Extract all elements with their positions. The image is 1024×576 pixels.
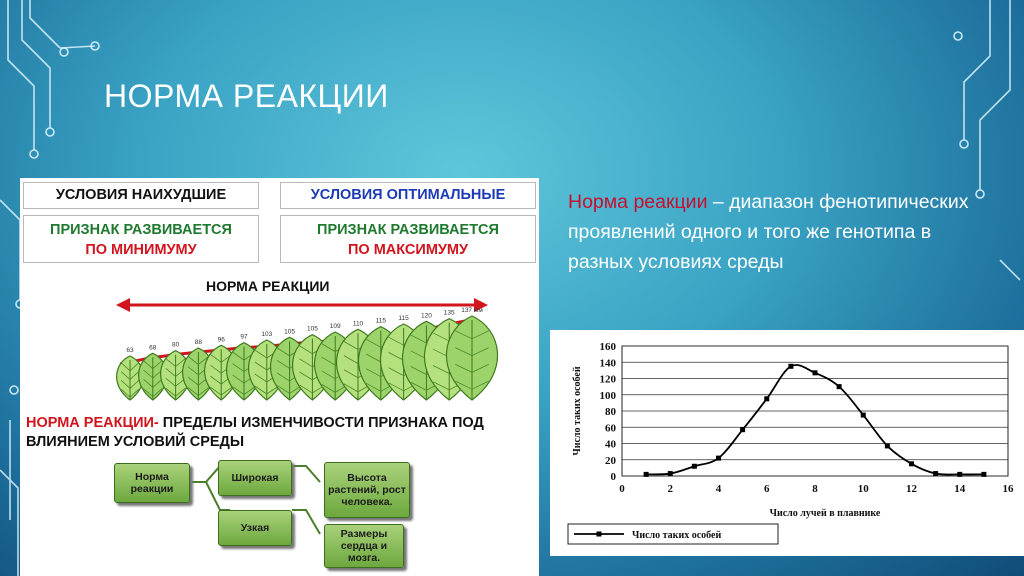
data-point xyxy=(716,456,721,461)
leaf-series xyxy=(20,296,539,406)
y-tick-label: 40 xyxy=(605,438,616,451)
data-point xyxy=(981,472,986,477)
leaf-size-label: 88 xyxy=(194,339,203,346)
x-tick-label: 10 xyxy=(857,483,869,495)
data-point xyxy=(788,364,793,369)
leaf-size-label: 97 xyxy=(240,333,248,341)
data-point xyxy=(668,471,673,476)
y-tick-label: 60 xyxy=(605,422,616,435)
definition-text xyxy=(568,187,998,277)
data-point xyxy=(740,427,745,432)
trait-maximum-box xyxy=(280,215,536,263)
x-tick-label: 12 xyxy=(906,483,917,495)
node-narrow-example: Размеры сердца и мозга. xyxy=(324,524,404,568)
leaf-size-label: 96 xyxy=(217,336,225,344)
x-tick-label: 8 xyxy=(812,483,818,495)
leaf-size-label: 80 xyxy=(171,341,180,349)
y-tick-label: 160 xyxy=(599,341,616,353)
y-tick-label: 80 xyxy=(605,406,616,418)
y-axis-label: Число таких особей xyxy=(572,366,583,456)
trait-max-line1: ПРИЗНАК РАЗВИВАЕТСЯ xyxy=(317,222,499,238)
legend-label: Число таких особей xyxy=(632,530,722,541)
y-tick-label: 140 xyxy=(599,357,616,370)
legend-marker xyxy=(597,532,602,537)
data-point xyxy=(885,443,890,448)
data-point xyxy=(909,461,914,466)
leaf-size-label: 135 xyxy=(443,309,455,317)
fin-rays-chart-panel xyxy=(550,330,1024,556)
arrow-label: НОРМА РЕАКЦИИ xyxy=(206,278,330,294)
leaf-size-label: 120 xyxy=(420,312,432,320)
data-point xyxy=(837,384,842,389)
node-narrow: Узкая xyxy=(218,510,292,546)
data-point xyxy=(764,396,769,401)
y-tick-label: 120 xyxy=(599,373,616,386)
trait-min-line2: ПО МИНИМУМУ xyxy=(85,242,197,258)
caption-text: ПРЕДЕЛЫ ИЗМЕНЧИВОСТИ ПРИЗНАКА ПОД ВЛИЯНИЕМ УСЛОВИЙ СРЕДЫ xyxy=(26,415,484,450)
data-point xyxy=(692,464,697,469)
x-tick-label: 4 xyxy=(715,483,722,495)
worst-conditions-box: УСЛОВИЯ НАИХУДШИЕ xyxy=(23,182,259,209)
data-point xyxy=(644,472,649,477)
leaf-size-label: 105 xyxy=(306,325,318,333)
trait-minimum-box xyxy=(23,215,259,263)
leaf-size-label: 110 xyxy=(352,320,364,328)
fin-rays-chart xyxy=(550,330,1024,556)
definition-term: Норма реакции xyxy=(568,191,708,213)
optimal-conditions-box: УСЛОВИЯ ОПТИМАЛЬНЫЕ xyxy=(280,182,536,209)
trait-max-line2: ПО МАКСИМУМУ xyxy=(347,242,469,258)
node-wide-example: Высота растений, рост человека. xyxy=(324,462,410,518)
y-tick-label: 0 xyxy=(610,471,616,483)
leaf-size-label: 137 мм xyxy=(461,307,483,314)
data-point xyxy=(813,370,818,375)
leaf-size-label: 68 xyxy=(149,344,157,352)
x-tick-label: 6 xyxy=(764,483,770,495)
leaf-size-label: 115 xyxy=(398,315,409,322)
node-wide: Широкая xyxy=(218,460,292,496)
leaf-size-label: 105 xyxy=(284,328,296,336)
y-tick-label: 20 xyxy=(605,454,616,467)
data-point xyxy=(861,413,866,418)
x-axis-label: Число лучей в плавнике xyxy=(769,508,881,519)
data-point xyxy=(933,471,938,476)
leaf-size-label: 103 xyxy=(261,331,273,338)
leaf-size-label: 63 xyxy=(126,347,134,354)
y-tick-label: 100 xyxy=(599,389,616,402)
x-tick-label: 16 xyxy=(1002,483,1014,495)
slide-title: НОРМА РЕАКЦИИ xyxy=(104,78,389,114)
reaction-norm-figure xyxy=(20,178,539,576)
x-tick-label: 0 xyxy=(619,483,625,495)
data-point xyxy=(957,472,962,477)
reaction-norm-caption xyxy=(26,414,536,452)
definition-body: – диапазон фенотипических проявлений одного и того же генотипа в разных условиях среды xyxy=(568,191,969,273)
leaf-size-label: 115 xyxy=(375,317,386,325)
node-reaction-norm: Норма реакции xyxy=(114,463,190,503)
x-tick-label: 2 xyxy=(667,483,673,495)
trait-min-line1: ПРИЗНАК РАЗВИВАЕТСЯ xyxy=(50,222,232,238)
leaf-size-label: 109 xyxy=(329,323,341,330)
x-tick-label: 14 xyxy=(954,483,966,495)
caption-term: НОРМА РЕАКЦИИ- xyxy=(26,415,159,431)
